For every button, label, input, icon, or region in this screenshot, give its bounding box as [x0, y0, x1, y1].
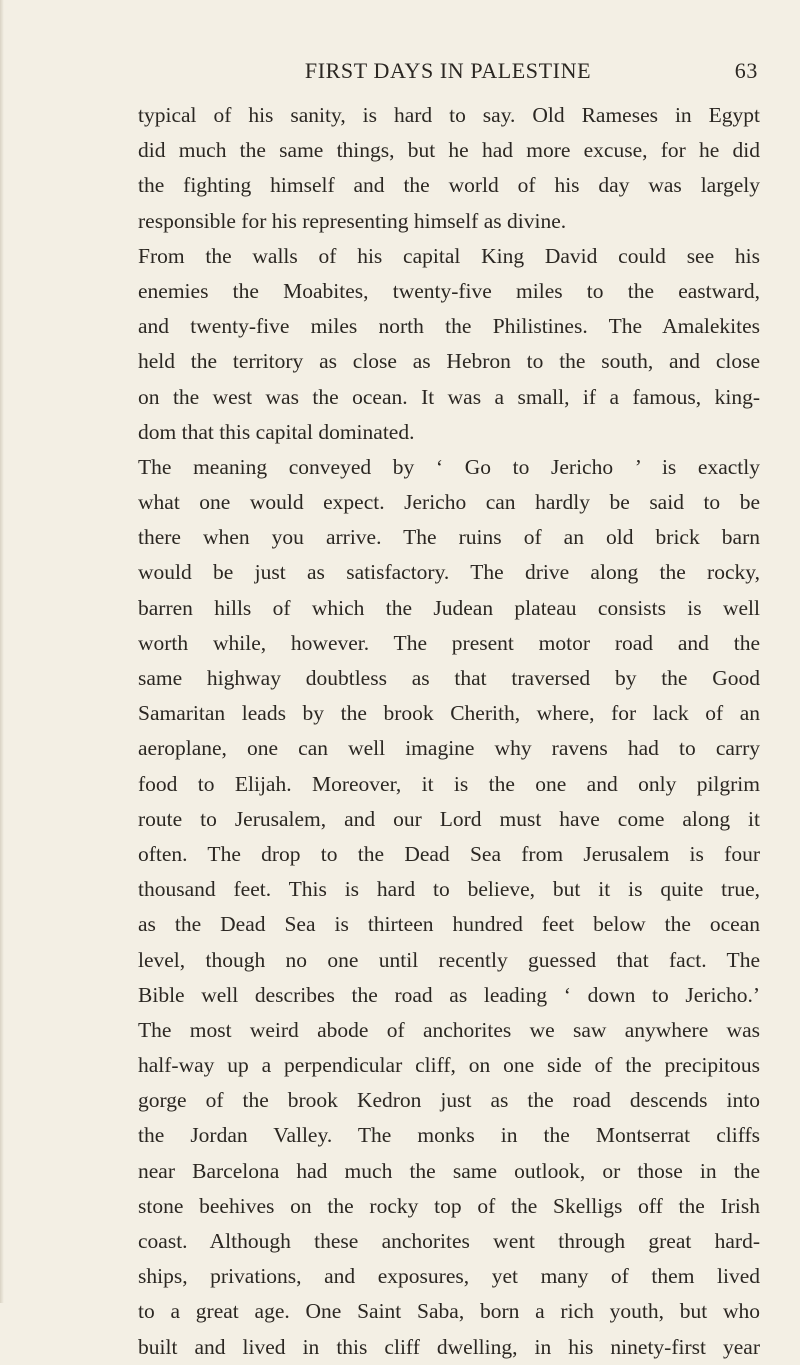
text-line: coast. Although these anchorites went through great hard-: [138, 1229, 760, 1253]
text-line: gorge of the brook Kedron just as the road descends into: [138, 1088, 760, 1113]
text-line: half-way up a perpendicular cliff, on one side of the precipitous: [138, 1053, 760, 1078]
text-line: often. The drop to the Dead Sea from Jerusalem is four: [138, 841, 760, 866]
text-line: and twenty-five miles north the Philistines. The Amalekites: [138, 314, 760, 339]
text-line: the Jordan Valley. The monks in the Montserrat cliffs: [138, 1123, 760, 1148]
text-line: on the west was the ocean. It was a small, if a famous, king-: [138, 384, 760, 409]
text-line: Samaritan leads by the brook Cherith, where, for lack of an: [138, 701, 760, 726]
text-line: barren hills of which the Judean plateau consists is well: [138, 595, 760, 620]
text-line: would be just as satisfactory. The drive along the rocky,: [138, 560, 760, 585]
text-line: there when you arrive. The ruins of an old brick barn: [138, 525, 760, 550]
text-line: same highway doubtless as that traversed by the Good: [138, 666, 760, 690]
page-number: 63: [734, 58, 758, 83]
running-title: FIRST DAYS IN PALESTINE: [304, 58, 592, 83]
text-line: the fighting himself and the world of his day was largely: [138, 173, 760, 198]
text-line: held the territory as close as Hebron to the south, and close: [138, 349, 760, 374]
text-line: food to Elijah. Moreover, it is the one and only pilgrim: [138, 771, 760, 796]
text-line: enemies the Moabites, twenty-five miles to the eastward,: [138, 278, 760, 303]
text-line: From the walls of his capital King David could see his: [138, 243, 760, 268]
text-line: to a great age. One Saint Saba, born a rich youth, but who: [138, 1299, 760, 1324]
text-line: near Barcelona had much the same outlook, or those in the: [138, 1158, 760, 1183]
text-line: worth while, however. The present motor road and the: [138, 630, 760, 655]
text-line: stone beehives on the rocky top of the Skelligs off the Irish: [138, 1193, 760, 1218]
text-line: dom that this capital dominated.: [138, 419, 415, 444]
text-line: Bible well describes the road as leading ‘ down to Jericho.’: [138, 982, 760, 1007]
text-line: responsible for his representing himself as divine.: [138, 208, 567, 233]
text-line: as the Dead Sea is thirteen hundred feet below the ocean: [138, 912, 760, 937]
text-line: thousand feet. This is hard to believe, but it is quite true,: [138, 877, 760, 902]
text-line: The most weird abode of anchorites we saw anywhere was: [138, 1017, 760, 1042]
text-line: typical of his sanity, is hard to say. Old Rameses in Egypt: [138, 103, 760, 127]
running-head: [138, 58, 758, 92]
text-line: did much the same things, but he had more excuse, for he did: [138, 138, 760, 163]
text-line: ships, privations, and exposures, yet many of them lived: [138, 1264, 760, 1289]
text-line: built and lived in this cliff dwelling, in his ninety-first year: [138, 1334, 760, 1359]
text-line: level, though no one until recently guessed that fact. The: [138, 947, 760, 972]
text-line: The meaning conveyed by ‘ Go to Jericho ’ is exactly: [138, 454, 760, 479]
text-line: what one would expect. Jericho can hardly be said to be: [138, 490, 760, 515]
text-line: aeroplane, one can well imagine why ravens had to carry: [138, 736, 760, 761]
text-line: route to Jerusalem, and our Lord must have come along it: [138, 806, 760, 831]
body-text: [138, 98, 760, 1365]
page-binding-edge: [0, 0, 4, 1303]
